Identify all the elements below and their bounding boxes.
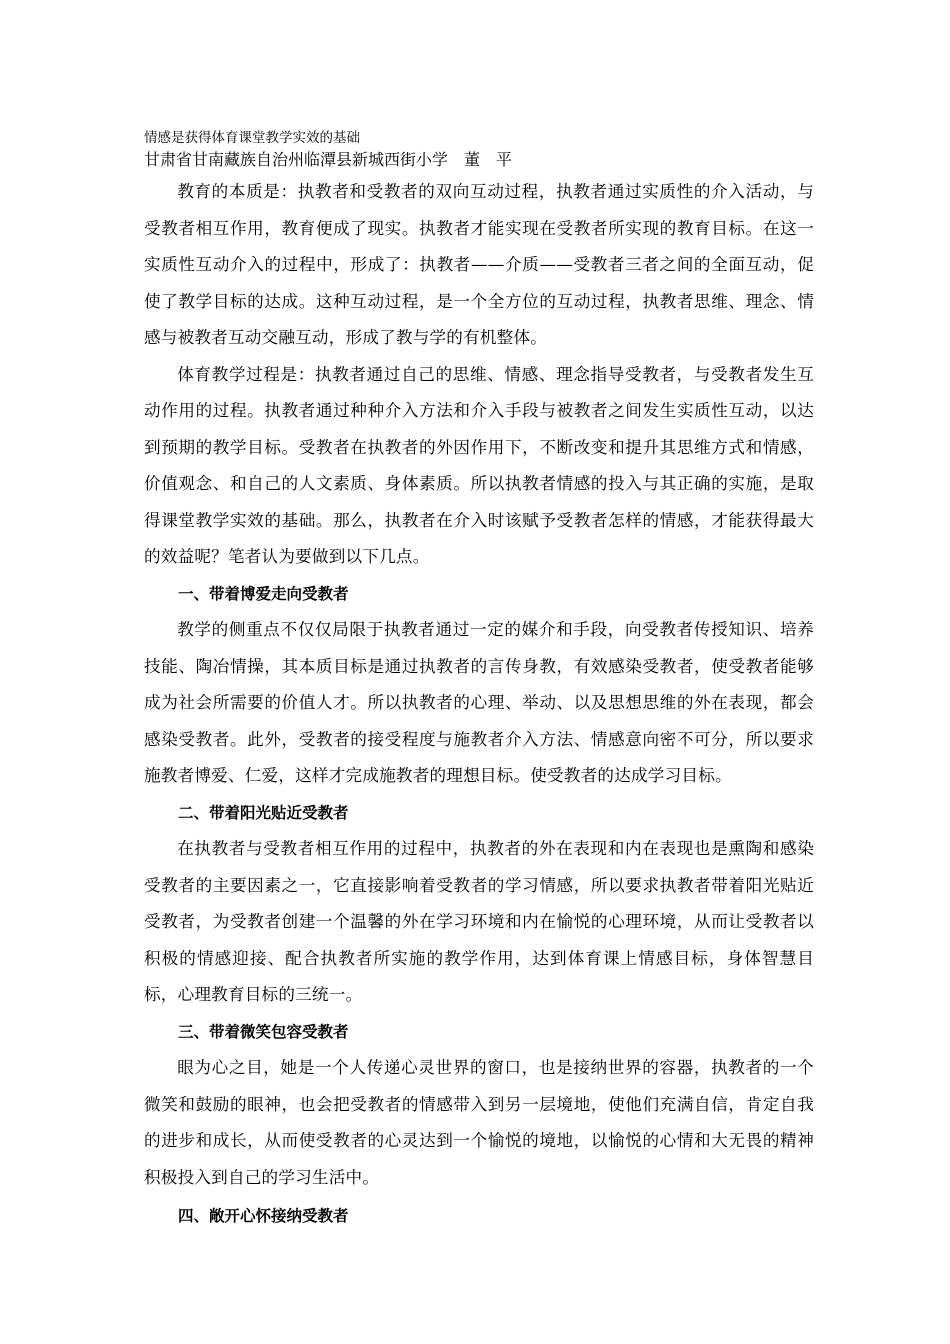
section-heading-2: 二、带着阳光贴近受教者: [178, 803, 349, 822]
section-heading-3: 三、带着微笑包容受教者: [178, 1022, 349, 1041]
section-heading-1: 一、带着博爱走向受教者: [178, 584, 349, 603]
paragraph-pe-teaching-process: 体育教学过程是：执教者通过自己的思维、情感、理念指导受教者，与受教者发生互动作用的过程。执教者通过种种介入方法和介入手段与被教者之间发生实质性互动，以达到预期的教学目标。受教者在执教者的外因作用下，不断改变和提升其思维方式和情感，价值观念、和自己的人文素质、身体素质。所以执教者情感的投入与其正确的实施，是取得课堂教学实效的基础。那么，执教者在介入时该赋予受教者怎样的情感，才能获得最大的效益呢？笔者认为要做到以下几点。: [144, 364, 814, 566]
paragraph-section-3: 眼为心之目，她是一个人传递心灵世界的窗口，也是接纳世界的容器，执教者的一个微笑和鼓励的眼神，也会把受教者的情感带入到另一层境地，使他们充满自信，肯定自我的进步和成长，从而使受教者的心灵达到一个愉悦的境地，以愉悦的心情和大无畏的精神积极投入到自己的学习生活中。: [144, 1058, 814, 1187]
section-heading-4: 四、敞开心怀接纳受教者: [178, 1207, 349, 1225]
paragraph-education-essence: 教育的本质是：执教者和受教者的双向互动过程，执教者通过实质性的介入活动，与受教者相互作用，教育便成了现实。执教者才能实现在受教者所实现的教育目标。在这一实质性互动介入的过程中，形成了：执教者——介质——受教者三者之间的全面互动，促使了教学目标的达成。这种互动过程，是一个全方位的互动过程，执教者思维、理念、情感与被教者互动交融互动，形成了教与学的有机整体。: [144, 182, 814, 347]
author-affiliation: 甘肃省甘南藏族自治州临潭县新城西街小学 董 平: [144, 150, 513, 169]
paragraph-section-1: 教学的侧重点不仅仅局限于执教者通过一定的媒介和手段，向受教者传授知识、培养技能、陶冶情操，其本质目标是通过执教者的言传身教，有效感染受教者，使受教者能够成为社会所需要的价值人才。所以执教者的心理、举动、以及思想思维的外在表现，都会感染受教者。此外，受教者的接受程度与施教者介入方法、情感意向密不可分，所以要求施教者博爱、仁爱，这样才完成施教者的理想目标。使受教者的达成学习目标。: [144, 620, 814, 785]
paragraph-section-2: 在执教者与受教者相互作用的过程中，执教者的外在表现和内在表现也是熏陶和感染受教者的主要因素之一，它直接影响着受教者的学习情感，所以要求执教者带着阳光贴近受教者，为受教者创建一个温馨的外在学习环境和内在愉悦的心理环境，从而让受教者以积极的情感迎接、配合执教者所实施的教学作用，达到体育课上情感目标，身体智慧目标，心理教育目标的三统一。: [144, 839, 814, 1004]
document-body: [144, 128, 814, 1235]
document-title: 情感是获得体育课堂教学实效的基础: [144, 130, 360, 146]
